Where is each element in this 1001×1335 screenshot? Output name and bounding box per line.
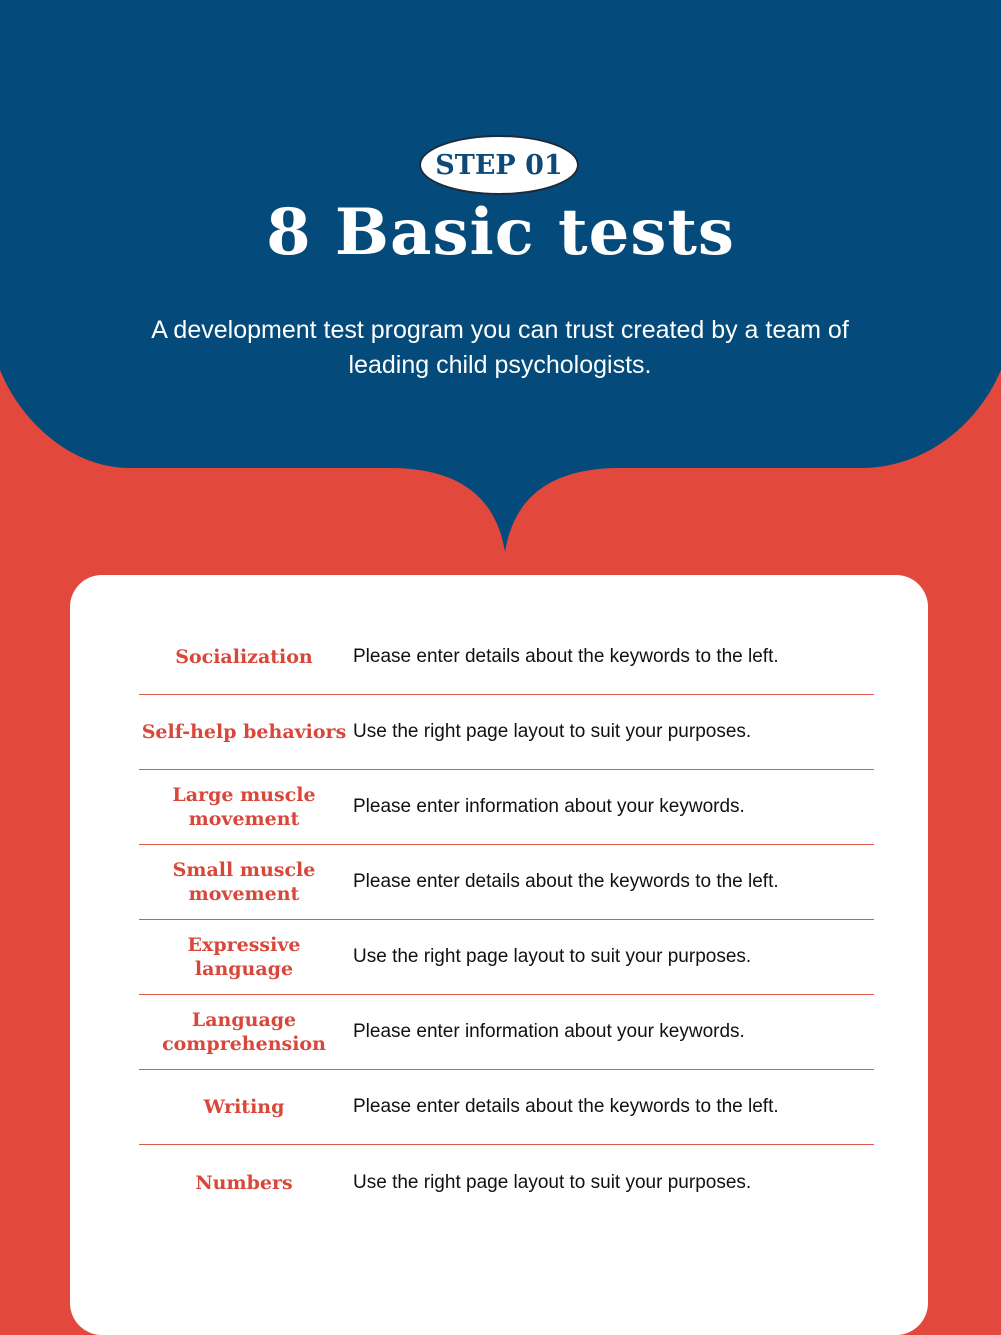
test-row [139,995,874,1070]
test-keyword: Language comprehension [162,1009,326,1055]
test-keyword: Numbers [195,1171,293,1194]
test-description: Use the right page layout to suit your purposes. [353,946,752,967]
test-description: Please enter details about the keywords to the left. [353,1096,779,1117]
test-description: Please enter details about the keywords to the left. [353,646,779,667]
header-background-shape [0,0,1001,560]
test-row [139,1145,874,1220]
test-keyword: Writing [203,1096,285,1118]
test-row [139,620,874,695]
test-description: Please enter details about the keywords to the left. [353,871,779,892]
page-title: 8 Basic tests [266,195,735,270]
test-description: Please enter information about your keywords. [353,1021,745,1042]
test-row [139,1070,874,1145]
tests-list [139,620,874,1220]
step-badge: STEP 01 [419,135,579,195]
test-description: Use the right page layout to suit your purposes. [353,1171,752,1193]
test-row [139,770,874,845]
test-row [139,920,874,995]
page-subtitle: A development test program you can trust created by a team of leading child psychologists. [151,316,849,379]
test-keyword: Large muscle movement [172,784,316,830]
test-description: Please enter information about your keywords. [353,796,745,817]
test-keyword: Socialization [175,646,313,668]
test-keyword: Self-help behaviors [141,721,347,743]
test-row [139,695,874,770]
test-description: Use the right page layout to suit your purposes. [353,721,752,742]
test-keyword: Small muscle movement [172,859,316,905]
test-row [139,845,874,920]
test-keyword: Expressive language [187,934,301,980]
